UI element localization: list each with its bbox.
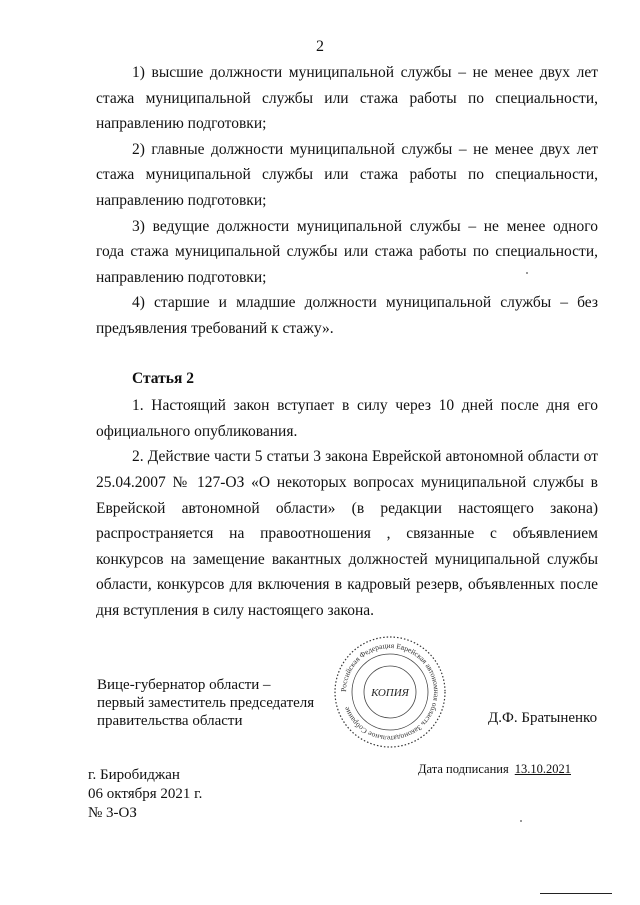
paragraph-item-1: 1) высшие должности муниципальной службы – не менее двух лет стажа муниципальной службы или стажа работы по специальности, направлению подготовки; xyxy=(96,64,598,133)
article-heading: Статья 2 xyxy=(132,369,194,387)
signatory-title xyxy=(97,676,314,730)
paragraph-item-2: 2) главные должности муниципальной службы – не менее двух лет стажа муниципальной службы или стажа работы по специальности, направлению подготовки; xyxy=(96,140,598,209)
document-footer xyxy=(88,766,202,823)
page-number: 2 xyxy=(316,38,324,55)
signatory-title-line: первый заместитель председателя xyxy=(97,695,315,711)
seal-center-text: КОПИЯ xyxy=(371,687,409,699)
place: г. Биробиджан xyxy=(88,767,180,783)
signing-date: 13.10.2021 xyxy=(514,762,571,776)
signatory-name: Д.Ф. Братыненко xyxy=(488,710,598,726)
law-number: № 3-ОЗ xyxy=(88,805,137,821)
official-seal-icon xyxy=(330,632,450,752)
signatory-title-line: Вице-губернатор области – xyxy=(97,677,271,693)
seal-ring-text: Российская Федерация Еврейская автономная область Законодательное Собрание xyxy=(338,640,442,744)
date: 06 октября 2021 г. xyxy=(88,786,203,802)
article-paragraph-1: 1. Настоящий закон вступает в силу через 10 дней после дня его официального опубликования. xyxy=(96,397,598,440)
document-body xyxy=(96,60,598,623)
signatory-title-line: правительства области xyxy=(97,713,243,729)
paragraph-item-3: 3) ведущие должности муниципальной службы – не менее одного года стажа муниципальной службы или стажа работы по специальности, направлению подготовки; xyxy=(96,217,598,286)
signing-date-label: Дата подписания xyxy=(418,762,509,776)
signing-date-block xyxy=(418,762,571,777)
scan-speck xyxy=(520,820,522,822)
article-paragraph-2: 2. Действие части 5 статьи 3 закона Еврейской автономной области от 25.04.2007 № 127-ОЗ «О некоторых вопросах муниципальной службы в Еврейской автономной области» (в редакции настоящего закона) распространяется на правоотношения , связанные с объявлением конкурсов на замещение вакантных должностей муниципальной службы области, конкурсов для включения в кадровый резерв, объявленных после дня вступления в силу настоящего закона. xyxy=(96,448,598,619)
scan-speck xyxy=(526,272,528,274)
footer-rule xyxy=(540,893,612,894)
paragraph-item-4: 4) старшие и младшие должности муниципальной службы – без предъявления требований к стажу». xyxy=(96,294,598,337)
